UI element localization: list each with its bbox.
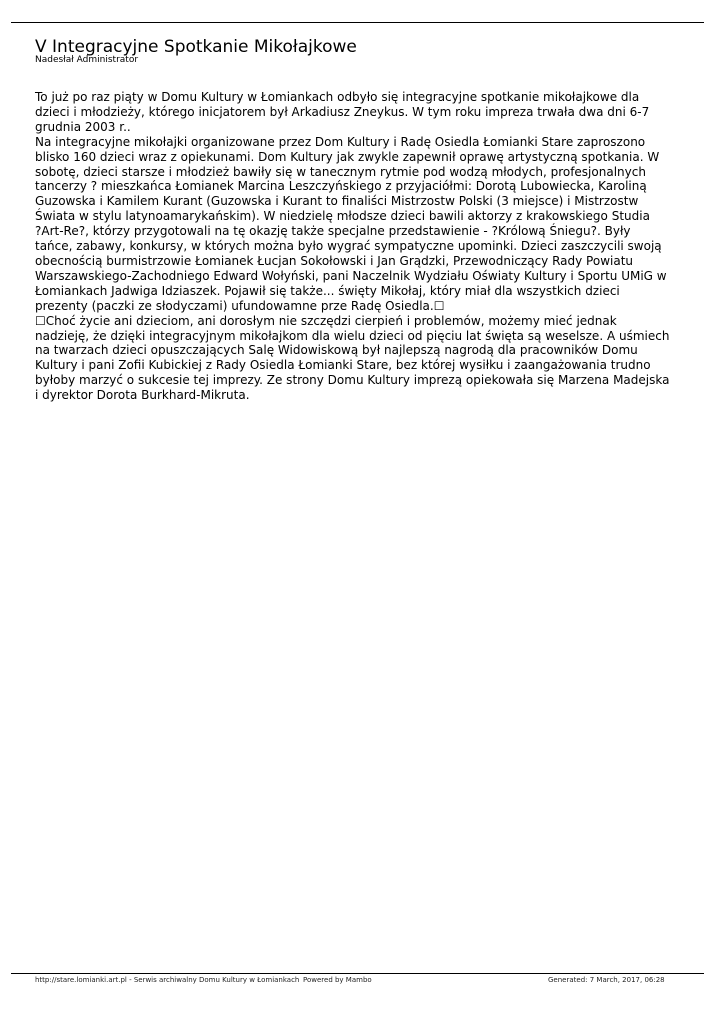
footer-site-url: http://stare.lomianki.art.pl - Serwis archiwalny Domu Kultury w Łomiankach (35, 976, 300, 984)
article-line: grudnia 2003 r.. (35, 119, 131, 134)
article-line: sobotę, dzieci starsze i młodzież bawiły się w tanecznym rytmie pod wodzą młodych, profesjonalnych (35, 164, 646, 179)
top-divider (11, 22, 704, 23)
article-line: Świata w stylu latynoamarykańskim). W niedzielę młodsze dzieci bawili aktorzy z krakowskiego Studia (35, 209, 650, 224)
footer-generated-date: Generated: 7 March, 2017, 06:28 (548, 976, 665, 984)
article-line: tancerzy ? mieszkańca Łomianek Marcina Leszczyńskiego z przyjaciółmi: Dorotą Lubowiecka, Karoliną (35, 179, 647, 194)
article-line: blisko 160 dzieci wraz z opiekunami. Dom Kultury jak zwykle zapewnił oprawę artystyczną spotkania. W (35, 149, 660, 164)
article-line: dzieci i młodzieży, którego inicjatorem był Arkadiusz Zneykus. W tym roku impreza trwała dwa dni 6-7 (35, 104, 650, 119)
article-line: na twarzach dzieci opuszczających Salę Widowiskową był najlepszą nagrodą dla pracowników Domu (35, 343, 638, 358)
article-line: prezenty (paczki ze słodyczami) ufundowamne prze Radę Osiedla.☐ (35, 298, 445, 313)
article-line: ?Art-Re?, którzy przygotowali na tę okazję także specjalne przedstawienie - ?Królową Śniegu?. Były (35, 224, 631, 239)
article-line: nadzieję, że dzięki integracyjnym mikołajkom dla wielu dzieci od pięciu lat święta są weselsze. A uśmiech (35, 328, 670, 343)
bottom-divider (11, 973, 704, 974)
article-line: Kultury i pani Zofii Kubickiej z Rady Osiedla Łomianki Stare, bez której wysiłku i zaangażowania trudno (35, 358, 651, 373)
article-line: tańce, zabawy, konkursy, w których można było wygrać sympatyczne upominki. Dzieci zaszczycili swoją (35, 239, 662, 254)
article-line: obecnością burmistrzowie Łomianek Łucjan Sokołowski i Jan Grądzki, Przewodniczący Rady Powiatu (35, 253, 634, 268)
article-title: V Integracyjne Spotkanie Mikołajkowe (35, 37, 357, 57)
article-line: Warszawskiego-Zachodniego Edward Wołyński, pani Naczelnik Wydziału Oświaty Kultury i Sportu UMiG w (35, 268, 667, 283)
article-line: Łomiankach Jadwiga Idziaszek. Pojawił się także... święty Mikołaj, który miał dla wszystkich dzieci (35, 283, 620, 298)
article-line: ☐Choć życie ani dzieciom, ani dorosłym nie szczędzi cierpień i problemów, możemy mieć jednak (35, 313, 617, 328)
article-author: Nadesłał Administrator (35, 55, 139, 65)
article-body (35, 90, 675, 403)
article-line: Na integracyjne mikołajki organizowane przez Dom Kultury i Radę Osiedla Łomianki Stare zaproszono (35, 134, 646, 149)
footer-powered-by: Powered by Mambo (303, 976, 372, 984)
article-line: i dyrektor Dorota Burkhard-Mikruta. (35, 388, 250, 403)
article-line: byłoby marzyć o sukcesie tej imprezy. Ze strony Domu Kultury imprezą opiekowała się Marzena Madejska (35, 373, 670, 388)
article-line: Guzowska i Kamilem Kurant (Guzowska i Kurant to finaliści Mistrzostw Polski (3 miejsce) i Mistrzostw (35, 194, 639, 209)
article-line: To już po raz piąty w Domu Kultury w Łomiankach odbyło się integracyjne spotkanie mikołajkowe dla (35, 90, 640, 104)
